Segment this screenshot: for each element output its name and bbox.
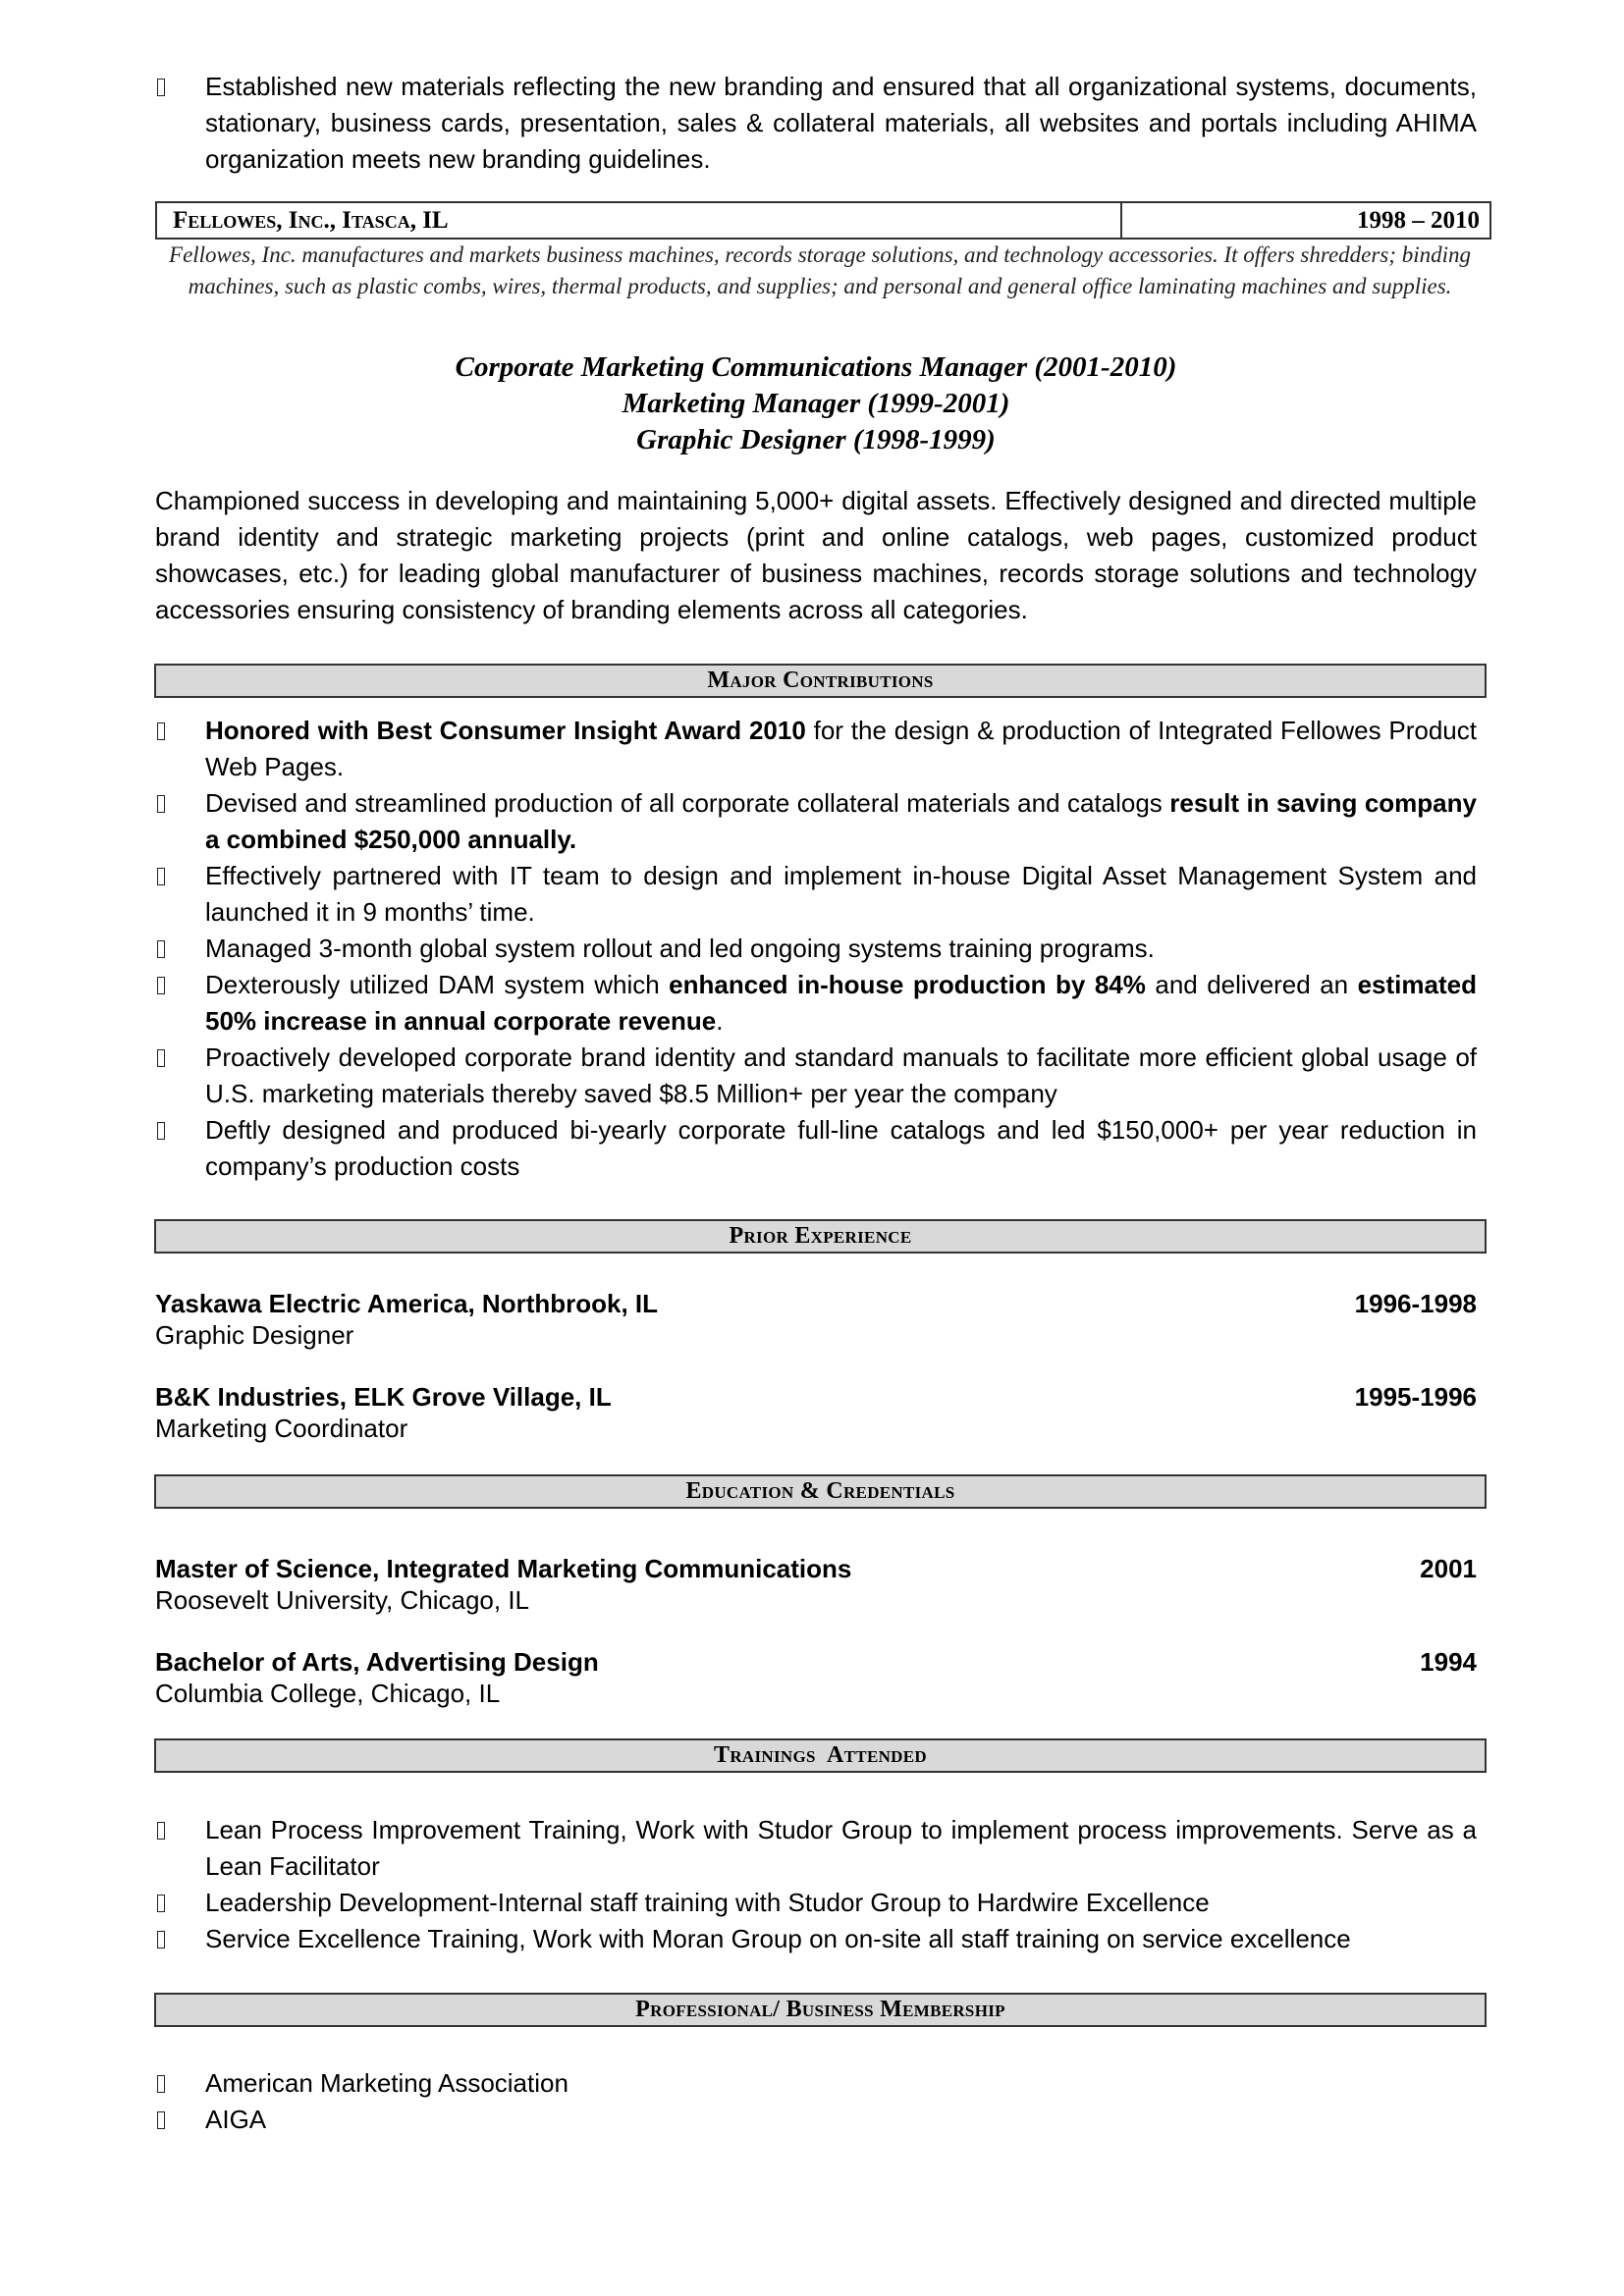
experience-entry: [155, 1381, 1477, 1444]
company-dates: 1996-1998: [1354, 1289, 1477, 1318]
list-item: Proactively developed corporate brand identity and standard manuals to facilitate more efficient global usage of U.S. marketing materials thereby saved $8.5 Million+ per year the company: [155, 1040, 1477, 1112]
section-header-membership: Professional/ Business Membership: [154, 1993, 1487, 2027]
membership-list: [155, 2065, 1477, 2138]
experience-entry: [155, 1288, 1477, 1351]
bullet-box-icon: [157, 722, 165, 740]
role-title: Graphic Designer: [155, 1320, 354, 1350]
job-title: Graphic Designer (1998-1999): [636, 424, 996, 455]
employer-dates: 1998 – 2010: [1357, 207, 1480, 234]
section-header-major-contributions: Major Contributions: [154, 664, 1487, 698]
list-item: Service Excellence Training, Work with Moran Group on on-site all staff training on service excellence: [155, 1921, 1477, 1957]
bullet-box-icon: [157, 795, 165, 813]
bullet-box-icon: [157, 868, 165, 885]
list-item: AIGA: [155, 2102, 1477, 2138]
employer-name: Fellowes, Inc., Itasca, IL: [157, 203, 1122, 238]
employer-summary: Championed success in developing and maintaining 5,000+ digital assets. Effectively designed and directed multiple brand identity and strategic marketing projects (print and online catalogs, web pages, customized product showcases, etc.) for leading global manufacturer of business machines, records storage solutions and technology accessories ensuring consistency of branding elements across all categories.: [155, 486, 1477, 624]
degree-name: Master of Science, Integrated Marketing Communications: [155, 1554, 852, 1583]
bullet-box-icon: [157, 1122, 165, 1140]
company-dates: 1995-1996: [1354, 1382, 1477, 1412]
bullet-box-icon: [157, 1895, 165, 1912]
school-name: Columbia College, Chicago, IL: [155, 1679, 501, 1708]
job-titles: [155, 349, 1477, 458]
bullet-box-icon: [157, 2075, 165, 2093]
major-contributions-list: [155, 713, 1477, 1185]
list-item: Devised and streamlined production of all corporate collateral materials and catalogs result in saving company a combined $250,000 annually.: [155, 785, 1477, 858]
bullet-box-icon: [157, 940, 165, 958]
education-entry: [155, 1646, 1477, 1709]
job-title: Corporate Marketing Communications Manager (2001-2010): [455, 351, 1177, 383]
education-entry: [155, 1553, 1477, 1616]
bullet-box-icon: [157, 79, 165, 96]
bullet-box-icon: [157, 1822, 165, 1840]
bullet-box-icon: [157, 977, 165, 994]
job-title: Marketing Manager (1999-2001): [622, 388, 1010, 419]
list-item: Managed 3-month global system rollout and led ongoing systems training programs.: [155, 931, 1477, 967]
degree-name: Bachelor of Arts, Advertising Design: [155, 1647, 599, 1677]
list-item: Lean Process Improvement Training, Work with Studor Group to implement process improvements. Serve as a Lean Facilitator: [155, 1812, 1477, 1885]
list-item: Effectively partnered with IT team to design and implement in-house Digital Asset Management System and launched it in 9 months’ time.: [155, 858, 1477, 931]
bullet-box-icon: [157, 2111, 165, 2129]
degree-year: 2001: [1420, 1554, 1477, 1583]
list-item: Honored with Best Consumer Insight Award 2010 for the design & production of Integrated Fellowes Product Web Pages.: [155, 713, 1477, 785]
list-item: American Marketing Association: [155, 2065, 1477, 2102]
school-name: Roosevelt University, Chicago, IL: [155, 1585, 530, 1615]
degree-year: 1994: [1420, 1647, 1477, 1677]
intro-bullet-list: [155, 69, 1477, 178]
list-item: Leadership Development-Internal staff training with Studor Group to Hardwire Excellence: [155, 1885, 1477, 1921]
section-header-trainings: Trainings Attended: [154, 1738, 1487, 1773]
employer-header: [155, 201, 1491, 240]
role-title: Marketing Coordinator: [155, 1414, 408, 1443]
list-item: Established new materials reflecting the new branding and ensured that all organizational systems, documents, stationary, business cards, presentation, sales & collateral materials, all websites and portals including AHIMA organization meets new branding guidelines.: [155, 69, 1477, 178]
employer-description: Fellowes, Inc. manufactures and markets business machines, records storage solutions, and technology accessories. It offers shredders; binding machines, such as plastic combs, wires, thermal products, and supplies; and personal and general office laminating machines and supplies.: [169, 242, 1471, 298]
section-header-prior-experience: Prior Experience: [154, 1219, 1487, 1254]
bullet-box-icon: [157, 1931, 165, 1949]
bullet-box-icon: [157, 1049, 165, 1067]
company-name: B&K Industries, ELK Grove Village, IL: [155, 1382, 612, 1412]
section-header-education: Education & Credentials: [154, 1474, 1487, 1509]
list-item: Deftly designed and produced bi-yearly corporate full-line catalogs and led $150,000+ per year reduction in company’s production costs: [155, 1112, 1477, 1185]
trainings-list: [155, 1812, 1477, 1957]
list-item: Dexterously utilized DAM system which enhanced in-house production by 84% and delivered an estimated 50% increase in annual corporate revenue.: [155, 967, 1477, 1040]
company-name: Yaskawa Electric America, Northbrook, IL: [155, 1289, 659, 1318]
